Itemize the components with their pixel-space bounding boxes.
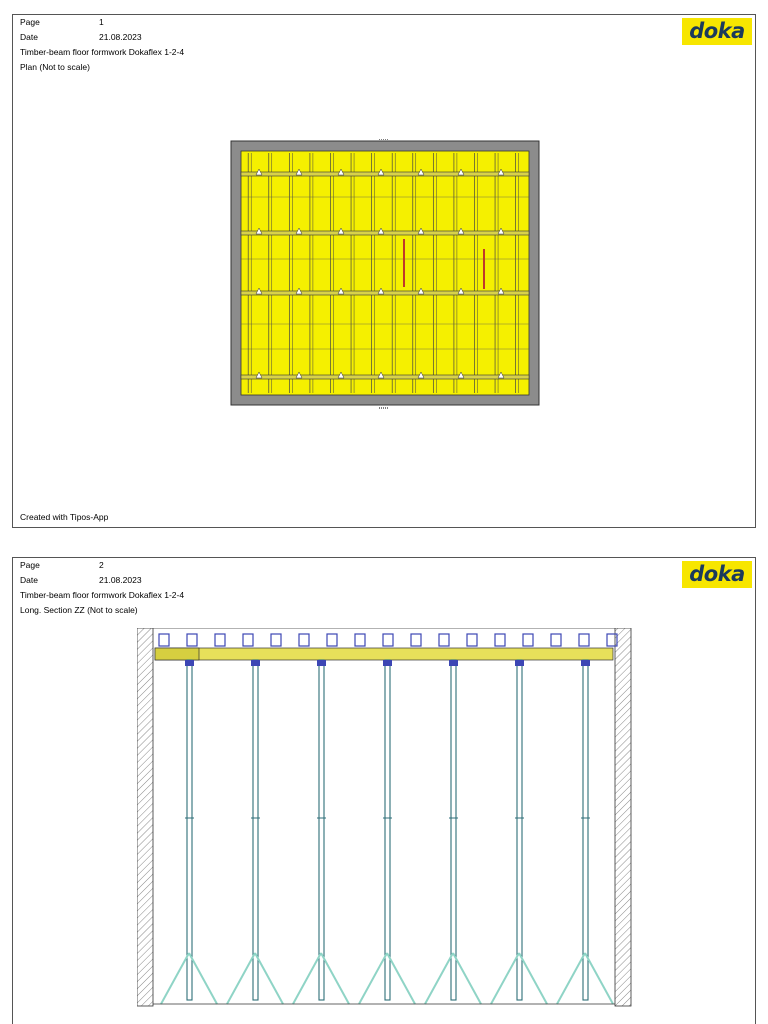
plan-sheet [12, 14, 756, 528]
section-prop-5 [451, 660, 456, 1000]
section-beam-head [355, 634, 365, 646]
plan-svg [229, 139, 541, 409]
section-primary-beam [155, 648, 613, 660]
section-tripod-leg [491, 953, 519, 1004]
plan-red-detail [403, 239, 405, 287]
sheet-header [20, 558, 184, 618]
plan-primary-beam [241, 231, 529, 235]
section-tripod-leg [425, 953, 453, 1004]
section-tripod-leg [161, 953, 189, 1004]
section-svg [137, 628, 633, 1008]
section-tripod-leg [189, 953, 217, 1004]
view-title: Long. Section ZZ (Not to scale) [20, 605, 138, 615]
page-number: 1 [99, 17, 104, 27]
doka-logo: doka [682, 18, 752, 45]
section-tripod-leg [293, 953, 321, 1004]
section-beam-head [495, 634, 505, 646]
section-prop-head [383, 660, 392, 666]
section-prop-2 [253, 660, 258, 1000]
section-beam-head [187, 634, 197, 646]
plan-red-detail [483, 249, 485, 289]
section-beam-head [299, 634, 309, 646]
section-prop-head [317, 660, 326, 666]
date-value: 21.08.2023 [99, 575, 142, 585]
sheet-header [20, 15, 184, 75]
section-drawing [137, 628, 633, 1008]
section-beam-head [215, 634, 225, 646]
section-beam-head [159, 634, 169, 646]
section-prop-7 [583, 660, 588, 1000]
date-label: Date [20, 575, 38, 585]
section-prop-6 [517, 660, 522, 1000]
section-prop-head [515, 660, 524, 666]
section-beam-head [523, 634, 533, 646]
section-prop-3 [319, 660, 324, 1000]
section-beam-head [579, 634, 589, 646]
date-label: Date [20, 32, 38, 42]
plan-primary-beam [241, 172, 529, 176]
section-tripod-leg [585, 953, 613, 1004]
page-number: 2 [99, 560, 104, 570]
section-prop-head [185, 660, 194, 666]
section-wall-right [615, 628, 631, 1006]
slab-area [241, 151, 529, 395]
section-tripod-leg [321, 953, 349, 1004]
section-beam-head [327, 634, 337, 646]
section-beam-end [155, 648, 199, 660]
section-tripod-leg [359, 953, 387, 1004]
page-label: Page [20, 560, 40, 570]
section-tripod-leg [387, 953, 415, 1004]
document-title: Timber-beam floor formwork Dokaflex 1-2-4 [20, 47, 185, 57]
section-tripod-leg [557, 953, 585, 1004]
plan-drawing [229, 139, 541, 409]
doka-logo: doka [682, 561, 752, 588]
section-beam-head [383, 634, 393, 646]
page-label: Page [20, 17, 40, 27]
section-wall-left [137, 628, 153, 1006]
plan-primary-beam [241, 291, 529, 295]
footer-note: Created with Tipos-App [20, 512, 109, 522]
section-tripod-leg [453, 953, 481, 1004]
date-value: 21.08.2023 [99, 32, 142, 42]
section-tripod-leg [227, 953, 255, 1004]
section-prop-head [251, 660, 260, 666]
section-beam-head [411, 634, 421, 646]
section-beam-head [551, 634, 561, 646]
section-prop-head [581, 660, 590, 666]
section-tripod-leg [255, 953, 283, 1004]
section-tripod-leg [519, 953, 547, 1004]
plan-primary-beam [241, 375, 529, 379]
document-title: Timber-beam floor formwork Dokaflex 1-2-4 [20, 590, 185, 600]
section-prop-1 [187, 660, 192, 1000]
section-sheet [12, 557, 756, 1024]
section-beam-head [243, 634, 253, 646]
section-beam-head [439, 634, 449, 646]
section-prop-head [449, 660, 458, 666]
section-beam-head [271, 634, 281, 646]
view-title: Plan (Not to scale) [20, 62, 90, 72]
section-beam-head [467, 634, 477, 646]
section-prop-4 [385, 660, 390, 1000]
